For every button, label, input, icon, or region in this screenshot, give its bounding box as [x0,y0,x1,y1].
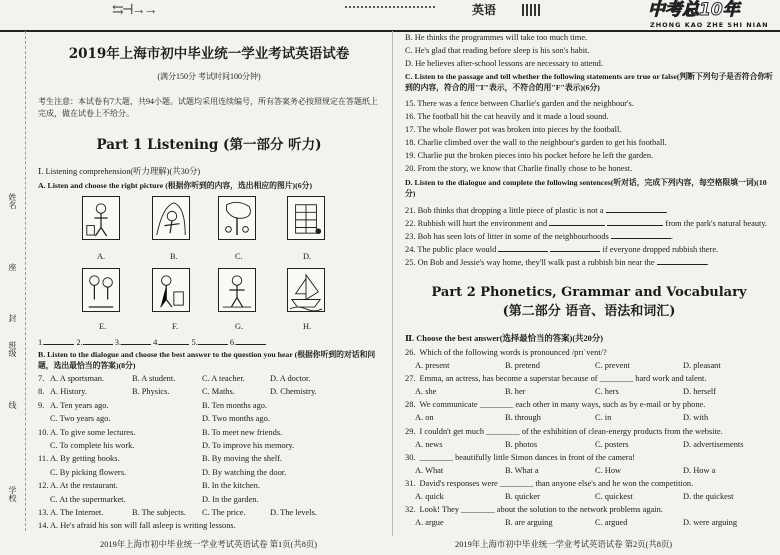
fill-blank[interactable] [607,218,663,226]
question-number: 10. [38,427,49,437]
fill-sentence-22 [405,218,767,230]
answer-option[interactable]: C. A teacher. [202,374,245,383]
section-d-heading: D. Listen to the dialogue and complete the following sentences(听对话，完成下列内容，每空格限填一词)(10分) [405,178,767,198]
brand-subtitle: ZHONG KAO ZHE SHI NIAN [650,21,769,29]
mc-number: 30. [405,452,416,462]
question-row [38,521,388,533]
part2-heading [398,284,780,322]
picture-b [152,196,190,240]
mc-option[interactable]: C. How [595,465,622,475]
pic-label-e: E. [99,322,107,331]
mc-question [405,479,693,490]
answer-num: 5. [191,338,198,347]
answer-option[interactable]: B. The subjects. [132,508,186,517]
spine-name: 姓名 [8,193,17,209]
question-number: 9. [38,400,45,410]
answer-option[interactable]: C. Maths. [202,387,235,397]
question-row [38,401,388,413]
picture-e [82,268,120,312]
question-row [38,508,388,520]
q14-option-d: D. He believes after-school lessons are necessary to attend. [405,59,603,68]
answer-option[interactable]: C. Two years ago. [50,414,111,424]
section-1-heading: Ⅰ. Listening comprehension(听力理解)(共30分) [38,167,201,176]
question-number: 12. [38,481,49,491]
header-dots [345,6,435,12]
part2-title-en: Part 2 Phonetics, Grammar and Vocabulary [431,285,747,300]
answer-option[interactable]: D. Two months ago. [202,414,270,424]
mc-option[interactable]: A. present [415,361,450,370]
mc-option[interactable]: A. news [415,439,443,449]
right-footer: 2019年上海市初中毕业统一学业考试英语试卷 第2页(共8页) [455,540,673,549]
question-row [38,441,388,453]
answer-option[interactable]: A. To give some lectures. [50,427,136,437]
pic-label-f: F. [172,322,179,331]
answer-option[interactable]: B. In the kitchen. [202,481,260,491]
fill-sentence-21 [405,205,668,217]
fill-num: 23. [405,232,416,241]
answer-option[interactable]: A. At the restaurant. [50,481,118,491]
tf-statement: 18. Charlie climbed over the wall to the neighbour's garden to get his football. [405,138,667,147]
mc-question [405,374,706,385]
answer-option[interactable]: A. A sportsman. [50,374,104,383]
mc-option[interactable]: D. herself [683,387,717,397]
part2-title-cn: (第二部分 语音、语法和词汇) [502,303,676,319]
mc-options [405,361,777,373]
question-row [38,374,388,386]
answer-blank[interactable] [198,337,228,345]
answer-num: 2. [76,338,83,347]
fill-num: 25. [405,258,416,267]
mc-options [405,466,777,478]
question-number: 14. [38,521,49,531]
mc-option[interactable]: D. advertisements [683,439,744,449]
question-number: 11. [38,454,49,464]
pic-label-b: B. [170,252,178,261]
q14-option-b: B. He thinks the programmes will take too much time. [405,33,588,42]
tf-statement: 20. From the story, we know that Charlie finally chose to be honest. [405,164,633,173]
answer-blank[interactable] [159,337,189,345]
section-b-heading: B. Listen to the dialogue and choose the best answer to the question you hear (根据你听到的对话和问题，选出最恰当的答案)(8分) [38,350,376,370]
fill-text-b: from the park's natural beauty. [665,219,768,228]
mc-option[interactable]: B. pretend [505,361,540,370]
tf-statement: 15. There was a fence between Charlie's garden and the neighbour's. [405,99,634,108]
fill-num: 24. [405,245,416,254]
mc-option[interactable]: D. the quickest [683,492,734,501]
fill-sentence-25 [405,257,709,269]
fill-text-a: Rubbish will hurt the environment and [417,219,548,228]
mc-stem: Which of the following words is pronounced /prɪˈvent/? [419,348,607,357]
mc-option[interactable]: B. through [505,413,541,423]
answer-option[interactable]: B. Ten months ago. [202,400,268,410]
picture-g [218,268,256,312]
answer-option[interactable]: A. Ten years ago. [50,400,109,410]
mc-option[interactable]: A. What [415,465,444,475]
mc-option[interactable]: A. she [415,387,437,397]
fill-text-a: Bob thinks that dropping a little piece of plastic is not a [417,206,604,215]
fill-sentence-23 [405,231,673,243]
question-row [38,495,388,507]
mc-question [405,348,607,359]
brand-logo: 中考总10年 [648,0,740,20]
answer-option[interactable]: D. In the garden. [202,494,259,504]
pic-label-h: H. [303,322,312,331]
question-row [38,481,388,493]
page-divider [392,31,393,536]
mc-number: 26. [405,348,416,357]
mc-option[interactable]: B. What a [505,465,539,475]
exam-notice: 考生注意：本试卷有7大题，共94小题。试题均采用连续编号，所有答案务必按照规定在答题纸上完成，做在试卷上不给分。 [38,97,378,119]
mc-option[interactable]: B. her [505,387,526,397]
fill-blank[interactable] [550,244,600,252]
mc-option[interactable]: A. on [415,413,434,423]
picture-c [218,196,256,240]
mc-number: 31. [405,479,416,488]
answer-option[interactable]: C. By picking flowers. [50,467,127,477]
answer-blank[interactable] [83,337,113,345]
answer-option[interactable]: C. The price. [202,508,246,517]
answer-option[interactable]: A. History. [50,387,87,397]
part1-heading: Part 1 Listening (第一部分 听力) [96,137,322,153]
fill-blank[interactable] [611,231,671,239]
answer-blank[interactable] [236,337,266,345]
mc-option[interactable]: C. posters [595,439,629,449]
mc-stem: Look! They ________ about the solution to the network problems again. [419,505,663,515]
picture-d [287,196,325,240]
tf-statement: 16. The football hit the cat heavily and it made a loud sound. [405,112,609,121]
section-2-heading: Ⅱ. Choose the best answer(选择最恰当的答案)(共20分) [405,334,604,343]
section-c-heading: C. Listen to the passage and tell whether the following statements are true or false(判断下列句子是否符合你听到的内容，符合的用"T"表示，不符合的用"F"表示)(6分) [405,72,773,92]
answer-option[interactable]: A. By getting books. [50,454,120,464]
question-row [38,387,388,399]
fill-text-a: Bob has seen lots of litter in some of the neighbourhoods [417,232,609,241]
mc-option[interactable]: D. were arguing [683,518,738,528]
answer-option[interactable]: B. Physics. [132,387,170,397]
mc-option[interactable]: C. hers [595,387,619,397]
mc-stem: Emma, an actress, has become a superstar because of ________ hard work and talent. [419,374,707,384]
mc-option[interactable]: B. are arguing [505,518,553,528]
answer-option[interactable]: B. A student. [132,374,176,383]
mc-number: 32. [405,505,416,515]
page-header [0,0,780,22]
arrows-icon: ⇆⊣→→ [112,3,156,18]
picture-h [287,268,325,312]
fill-text-b: . [665,206,668,215]
exam-subtitle: (满分150分 考试时间100分钟) [157,72,261,81]
answer-blank[interactable] [44,337,74,345]
header-subject: 英语 [472,3,497,17]
mc-option[interactable]: D. pleasant [683,361,721,370]
answer-num: 3. [114,338,122,347]
mc-number: 28. [405,400,416,410]
mc-options [405,413,777,425]
answer-num: 4. [153,338,160,347]
fill-sentence-24 [405,244,718,256]
mc-number: 29. [405,426,416,436]
mc-option[interactable]: C. quickest [595,492,633,501]
answer-option[interactable]: A. The Internet. [50,508,104,517]
binding-spine [0,31,26,531]
answer-option[interactable]: D. The levels. [270,508,317,517]
mc-option[interactable]: C. argued [595,518,628,528]
mc-option[interactable]: D. How a [683,465,716,475]
fill-text-b: . [670,232,673,241]
answer-option[interactable]: D. By watching the door. [202,467,287,477]
pic-label-c: C. [235,252,243,261]
fill-num: 22. [405,219,416,228]
mc-option[interactable]: B. quicker [505,492,540,501]
mc-question [405,505,663,516]
answer-line-1-6 [38,337,266,349]
mc-question [405,400,705,411]
fill-text-a: On Bob and Jessie's way home, they'll walk past a rubbish bin near the [417,258,655,267]
mc-option[interactable]: C. prevent [595,361,630,370]
answer-option[interactable]: A. He's afraid his son will fall asleep is writing lessons. [50,521,236,531]
mc-stem: I couldn't get much ________ of the exhibition of clean-energy products from the website. [419,426,723,436]
question-row [38,454,388,466]
question-number: 8. [38,387,45,397]
question-number: 13. [38,508,49,517]
mc-stem: We communicate ________ each other in many ways, such as by e-mail or by phone. [419,400,706,410]
answer-blank[interactable] [121,337,151,345]
answer-option[interactable]: D. To improve his memory. [202,441,295,450]
spine-sealed: 封 [8,314,17,322]
mc-option[interactable]: C. in [595,413,612,423]
fill-text-b: if everyone dropped rubbish there. [602,245,719,254]
fill-text-a: The public place would [417,245,497,254]
pic-label-d: D. [303,252,312,261]
answer-option[interactable]: B. By moving the shelf. [202,454,283,464]
question-row [38,468,388,480]
tf-statement: 19. Charlie put the broken pieces into his pocket before he left the garden. [405,151,654,160]
header-rule [0,30,780,32]
mc-options [405,387,777,399]
answer-option[interactable]: C. To complete his work. [50,441,135,450]
answer-option[interactable]: C. At the supermarket. [50,494,126,504]
answer-option[interactable]: D. A doctor. [270,374,311,383]
pic-label-g: G. [235,322,244,331]
left-footer: 2019年上海市初中毕业统一学业考试英语试卷 第1页(共8页) [100,540,318,549]
spine-seat: 座 [8,263,17,271]
tf-statement: 17. The whole flower pot was broken into pieces by the football. [405,125,622,134]
mc-stem: David's responses were ________ than anyone else's and he won the competition. [419,479,694,488]
pic-label-a: A. [97,252,106,261]
exam-title: 2019年上海市初中毕业统一学业考试英语试卷 [68,46,350,62]
answer-option[interactable]: D. Chemistry. [270,387,317,397]
fill-blank[interactable] [657,257,707,265]
mc-options [405,440,777,452]
mc-question [405,427,723,438]
spine-line: 线 [8,401,17,409]
answer-option[interactable]: B. To meet new friends. [202,427,283,437]
question-row [38,414,388,426]
section-a-heading: A. Listen and choose the right picture (根据你听到的内容，选出相应的图片)(6分) [38,181,313,190]
mc-option[interactable]: D. with [683,413,709,423]
mc-question [405,453,635,464]
mc-options [405,492,777,504]
mc-option[interactable]: A. argue [415,518,444,528]
fill-blank[interactable] [549,218,605,226]
fill-blank[interactable] [498,244,548,252]
picture-f [152,268,190,312]
answer-num: 6. [229,338,237,347]
fill-blank[interactable] [606,205,666,213]
q14-option-c: C. He's glad that reading before sleep is his son's habit. [405,46,590,55]
question-number: 7. [38,374,45,383]
fill-text-b: . [706,258,709,267]
spine-class: 班级 [8,341,17,357]
mc-stem: ________ beautifully little Simon dances in front of the camera! [419,452,636,462]
answer-num: 1. [38,338,45,347]
fill-num: 21. [405,206,416,215]
mc-options [405,518,777,530]
picture-a [82,196,120,240]
mc-option[interactable]: A. quick [415,492,444,501]
mc-option[interactable]: B. photos [505,439,538,449]
question-row [38,428,388,440]
barcode-icon [522,4,542,16]
mc-number: 27. [405,374,416,384]
spine-school: 学校 [8,486,17,502]
